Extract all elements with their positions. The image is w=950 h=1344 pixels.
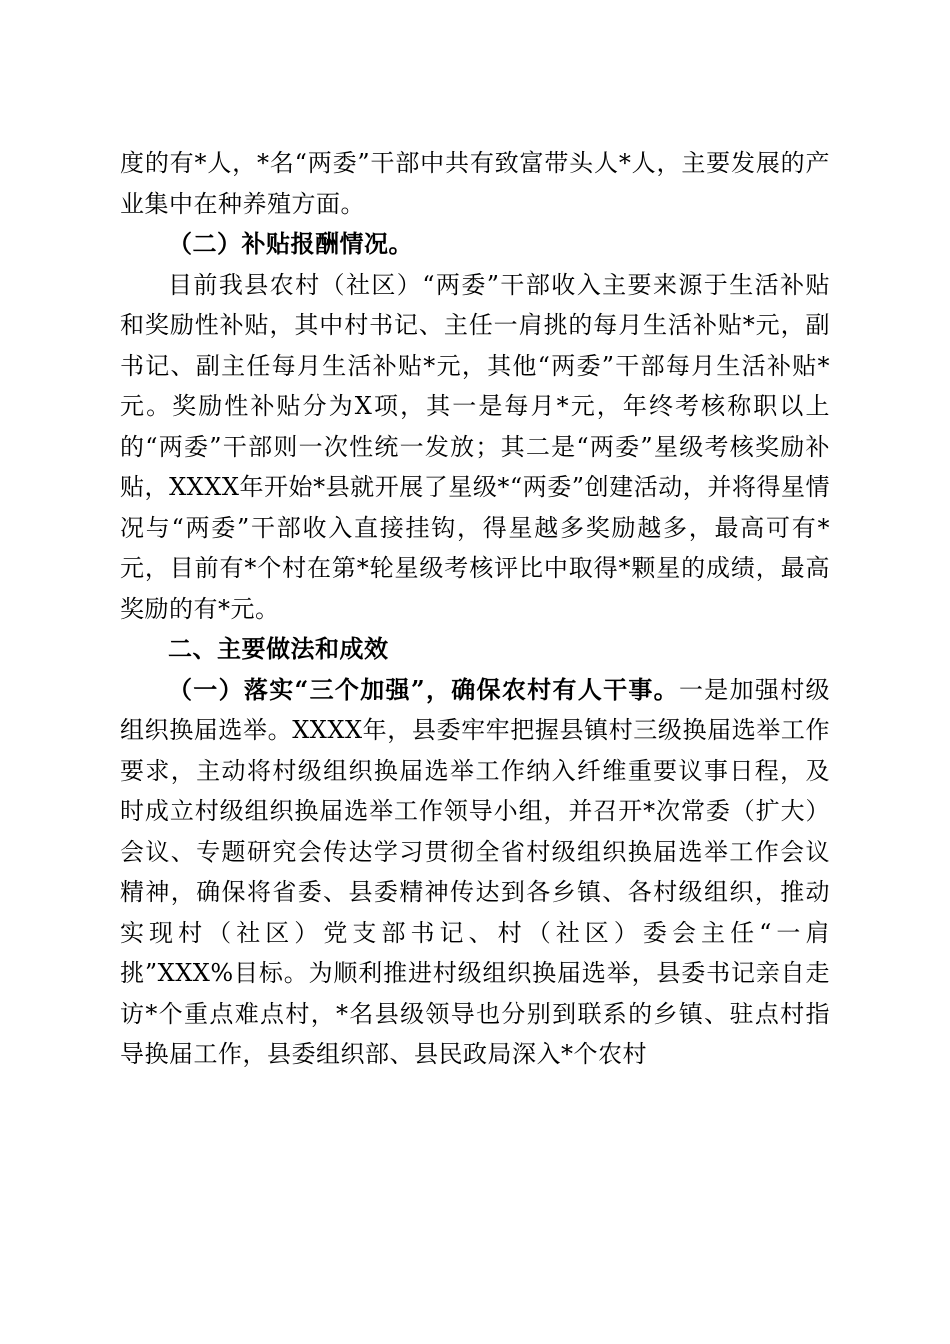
paragraph-continuation: 度的有*人，*名“两委”干部中共有致富带头人*人，主要发展的产业集中在种养殖方面。: [120, 149, 830, 218]
paragraph-lead-bold: （一）落实“三个加强”，确保农村有人干事。: [168, 674, 679, 704]
paragraph-body-text: 一是加强村级组织换届选举。XXXX年，县委牢牢把握县镇村三级换届选举工作要求，主动将村级组织换届选举工作纳入纤维重要议事日程，及时成立村级组织换届选举工作领导小组，并召开*次常委（扩大）会议、专题研究会传达学习贯彻全省村级组织换届选举工作会议精神，确保将省委、县委精神传达到各乡镇、各村级组织，推动实现村（社区）党支部书记、村（社区）委会主任“一肩挑”XXX%目标。为顺利推进村级组织换届选举，县委书记亲自走访*个重点难点村，*名县级领导也分别到联系的乡镇、驻点村指导换届工作，县委组织部、县民政局深入*个农村: [120, 675, 831, 1068]
document-body: [120, 143, 830, 1075]
subsection-heading-subsidy: （二）补贴报酬情况。: [168, 229, 413, 258]
paragraph-subsidy-details: 目前我县农村（社区）“两委”干部收入主要来源于生活补贴和奖励性补贴，其中村书记、主任一肩挑的每月生活补贴*元，副书记、副主任每月生活补贴*元，其他“两委”干部每月生活补贴*元。奖励性补贴分为X项，其一是每月*元，年终考核称职以上的“两委”干部则一次性统一发放；其二是“两委”星级考核奖励补贴，XXXX年开始*县就开展了星级*“两委”创建活动，并将得星情况与“两委”干部收入直接挂钩，得星越多奖励越多，最高可有*元，目前有*个村在第*轮星级考核评比中取得*颗星的成绩，最高奖励的有*元。: [120, 270, 830, 623]
section-heading-main-practices: 二、主要做法和成效: [168, 635, 389, 663]
paragraph-three-strengthen: [120, 670, 830, 1075]
